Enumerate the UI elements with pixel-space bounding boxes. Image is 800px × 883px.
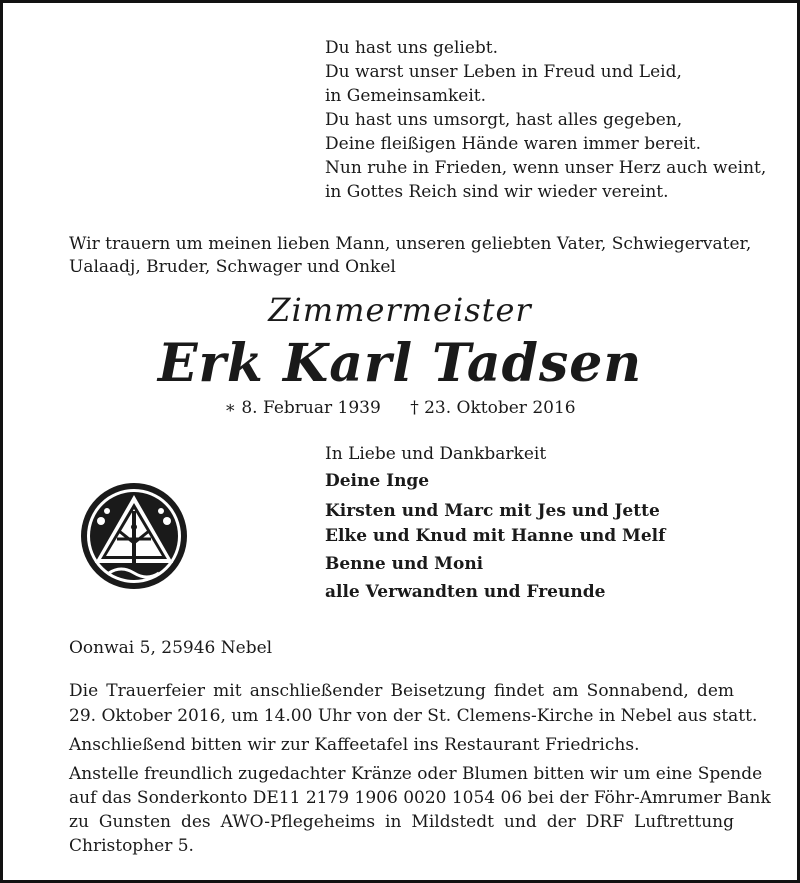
mourner-line: Deine Inge bbox=[325, 471, 430, 491]
profession-title: Zimmermeister bbox=[268, 291, 532, 329]
address: Oonwai 5, 25946 Nebel bbox=[69, 638, 273, 658]
poem-line: Deine fleißigen Hände waren immer bereit. bbox=[325, 134, 702, 154]
donation-line: auf das Sonderkonto DE11 2179 1906 0020 1054 06 bei der Föhr-Amrumer Bank bbox=[69, 788, 771, 808]
donation-line: Anstelle freundlich zugedachter Kränze oder Blumen bitten wir um eine Spende bbox=[69, 764, 763, 784]
mourner-line: Benne und Moni bbox=[325, 554, 484, 574]
poem-line: Du hast uns umsorgt, hast alles gegeben, bbox=[325, 110, 683, 130]
poem-line: in Gemeinsamkeit. bbox=[325, 86, 487, 106]
coffee-note: Anschließend bitten wir zur Kaffeetafel ins Restaurant Friedrichs. bbox=[69, 735, 640, 755]
intro-line: Wir trauern um meinen lieben Mann, unseren geliebten Vater, Schwiegervater, bbox=[69, 234, 752, 254]
life-dates bbox=[3, 398, 797, 418]
poem-line: Nun ruhe in Frieden, wenn unser Herz auch weint, bbox=[325, 158, 767, 178]
mourner-line: Kirsten und Marc mit Jes und Jette bbox=[325, 501, 660, 521]
mourner-line: alle Verwandten und Freunde bbox=[325, 582, 606, 602]
poem-line: in Gottes Reich sind wir wieder vereint. bbox=[325, 182, 669, 202]
intro-line: Ualaadj, Bruder, Schwager und Onkel bbox=[69, 257, 396, 277]
mourners-heading: In Liebe und Dankbarkeit bbox=[325, 444, 547, 464]
birth-date: ∗ 8. Februar 1939 bbox=[224, 398, 381, 418]
donation-line: zu Gunsten des AWO-Pflegeheims in Mildstedt und der DRF Luftrettung bbox=[69, 812, 734, 832]
death-date: † 23. Oktober 2016 bbox=[410, 398, 576, 418]
poem-line: Du warst unser Leben in Freud und Leid, bbox=[325, 62, 682, 82]
donation-line: Christopher 5. bbox=[69, 836, 194, 856]
mourner-line: Elke und Knud mit Hanne und Melf bbox=[325, 526, 666, 546]
ceremony-line: 29. Oktober 2016, um 14.00 Uhr von der St. Clemens-Kirche in Nebel aus statt. bbox=[69, 706, 758, 726]
ceremony-line: Die Trauerfeier mit anschließender Beisetzung findet am Sonnabend, dem bbox=[69, 681, 734, 701]
carpenter-guild-emblem-icon bbox=[79, 481, 189, 591]
poem-line: Du hast uns geliebt. bbox=[325, 38, 499, 58]
deceased-name: Erk Karl Tadsen bbox=[157, 333, 643, 394]
